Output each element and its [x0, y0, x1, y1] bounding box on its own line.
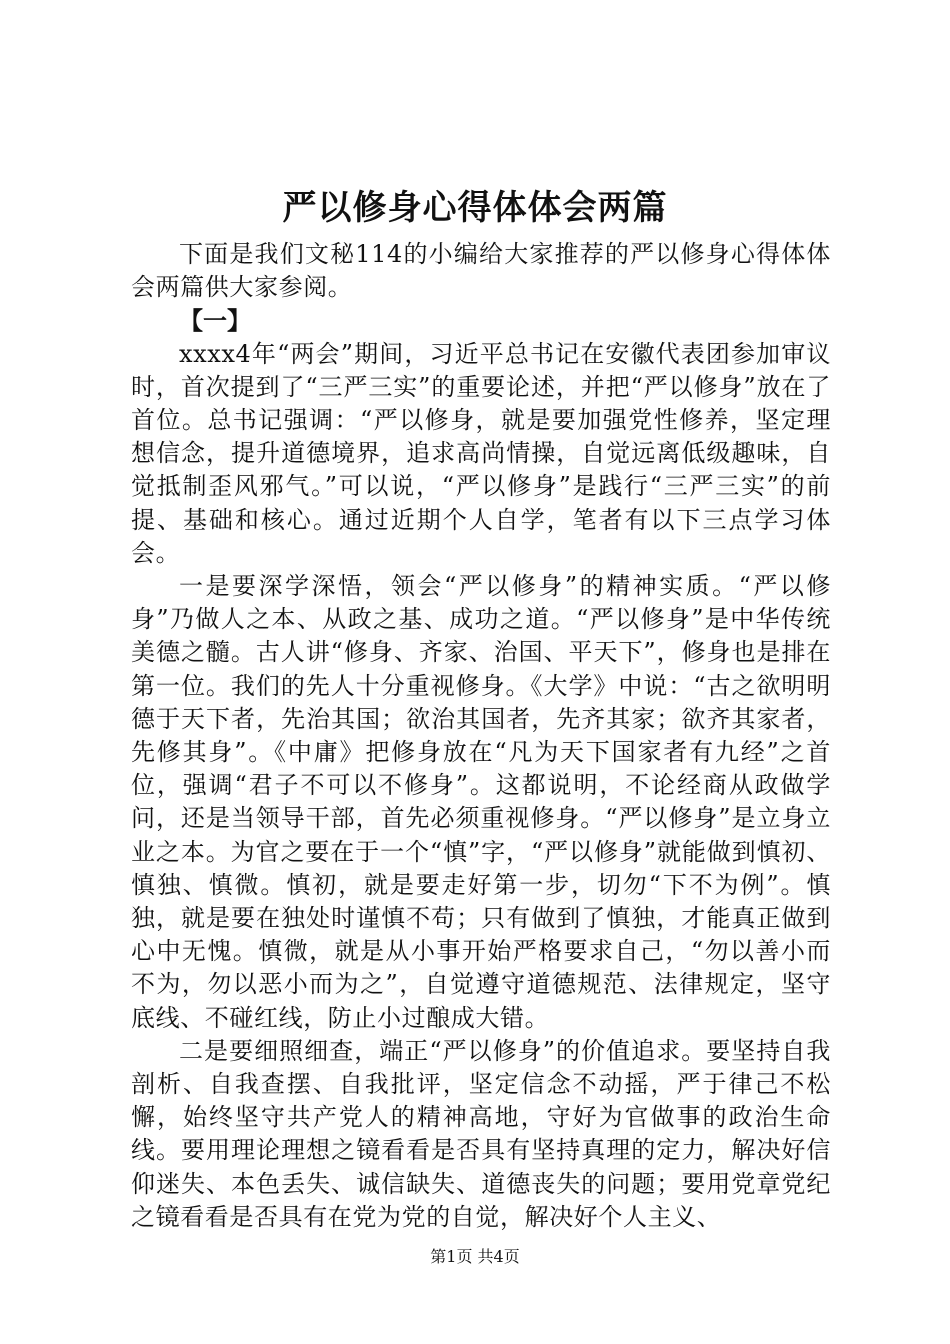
page-footer: 第1页 共4页 — [430, 1247, 520, 1266]
section-heading: 【一】 — [179, 306, 251, 336]
document-body — [131, 238, 831, 1234]
body-paragraph-1: xxxx4年“两会”期间，习近平总书记在安徽代表团参加审议时，首次提到了“三严三实”的重要论述，并把“严以修身”放在了首位。总书记强调：“严以修身，就是要加强党性修养，坚定理想信念，提升道德境界，追求高尚情操，自觉远离低级趣味，自觉抵制歪风邪气。”可以说，“严以修身”是践行“三严三实”的前提、基础和核心。通过近期个人自学，笔者有以下三点学习体会。 — [131, 339, 831, 567]
intro-paragraph: 下面是我们文秘114的小编给大家推荐的严以修身心得体体会两篇供大家参阅。 — [131, 240, 831, 302]
body-paragraph-3: 二是要细照细查，端正“严以修身”的价值追求。要坚持自我剖析、自我查摆、自我批评，坚定信念不动摇，严于律己不松懈，始终坚守共产党人的精神高地，守好为官做事的政治生命线。要用理论理想之镜看看是否具有坚持真理的定力，解决好信仰迷失、本色丢失、诚信缺失、道德丧失的问题；要用党章党纪之镜看看是否具有在党为党的自觉，解决好个人主义、 — [131, 1036, 831, 1231]
body-paragraph-2: 一是要深学深悟，领会“严以修身”的精神实质。“严以修身”乃做人之本、从政之基、成功之道。“严以修身”是中华传统美德之髓。古人讲“修身、齐家、治国、平天下”，修身也是排在第一位。我们的先人十分重视修身。《大学》中说：“古之欲明明德于天下者，先治其国；欲治其国者，先齐其家；欲齐其家者，先修其身”。《中庸》把修身放在“凡为天下国家者有九经”之首位，强调“君子不可以不修身”。这都说明，不论经商从政做学问，还是当领导干部，首先必须重视修身。“严以修身”是立身立业之本。为官之要在于一个“慎”字，“严以修身”就能做到慎初、慎独、慎微。慎初，就是要走好第一步，切勿“下不为例”。慎独，就是要在独处时谨慎不苟；只有做到了慎独，才能真正做到心中无愧。慎微，就是从小事开始严格要求自己，“勿以善小而不为，勿以恶小而为之”，自觉遵守道德规范、法律规定，坚守底线、不碰红线，防止小过酿成大错。 — [131, 572, 831, 1032]
document-title: 严以修身心得体体会两篇 — [282, 188, 668, 228]
